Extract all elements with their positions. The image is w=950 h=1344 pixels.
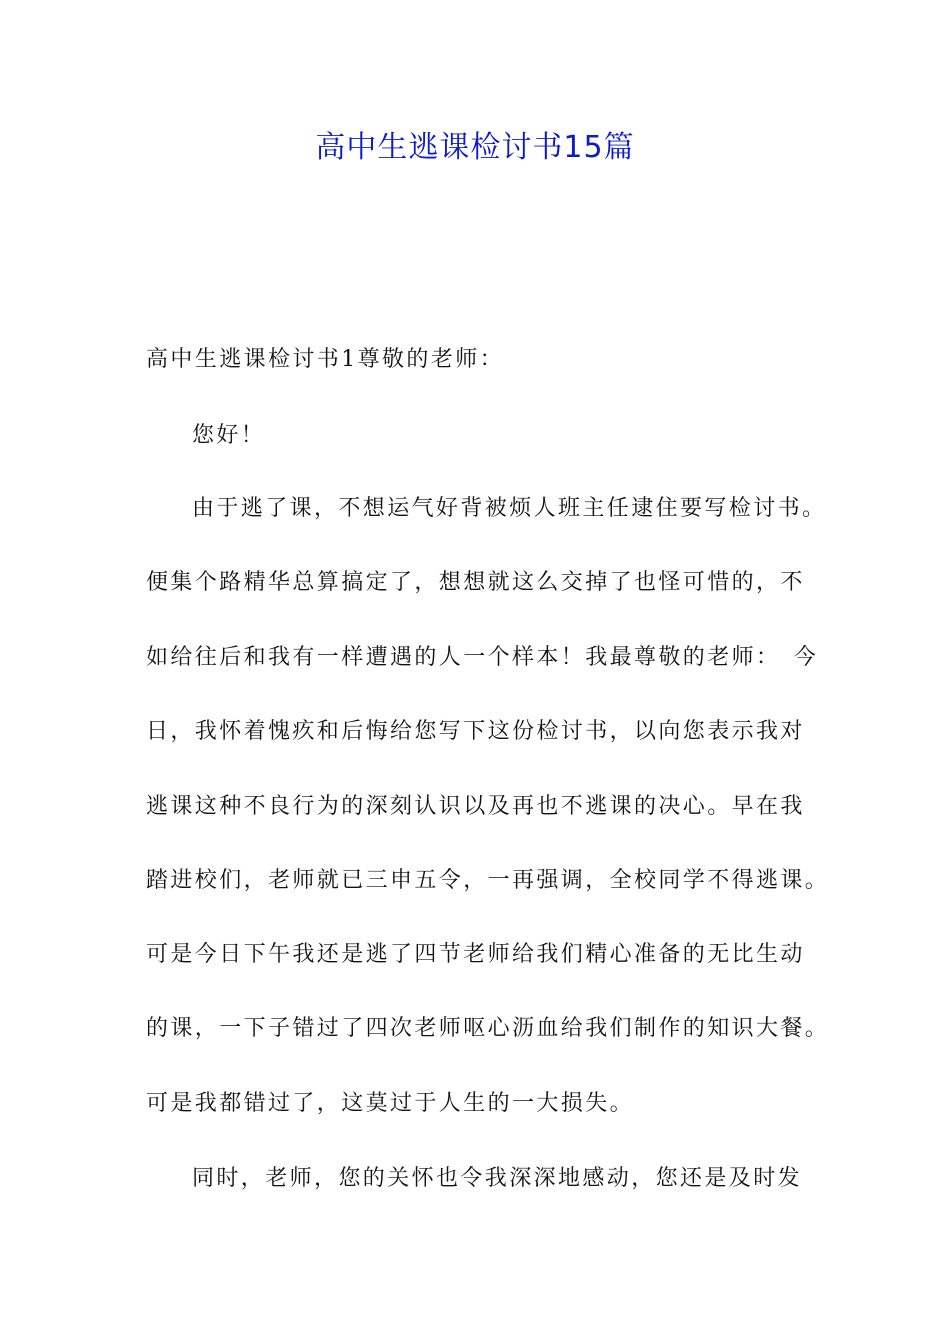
paragraph-line: 可是今日下午我还是逃了四节老师给我们精心准备的无比生动 xyxy=(146,942,805,967)
paragraph-line: 可是我都错过了，这莫过于人生的一大损失。 xyxy=(146,1091,635,1116)
paragraph-line: 踏进校们，老师就已三申五令，一再强调，全校同学不得逃课。 xyxy=(146,868,830,893)
paragraph-line: 日，我怀着愧疚和后悔给您写下这份检讨书，以向您表示我对 xyxy=(146,719,805,744)
paragraph-line: 便集个路精华总算搞定了，想想就这么交掉了也怪可惜的，不 xyxy=(146,570,805,595)
paragraph-line: 的课，一下子错过了四次老师呕心沥血给我们制作的知识大餐。 xyxy=(146,1016,830,1041)
paragraph-line: 如给往后和我有一样遭遇的人一个样本！我最尊敬的老师： 今 xyxy=(146,645,819,670)
document-title: 高中生逃课检讨书15篇 xyxy=(315,130,635,165)
paragraph-line: 由于逃了课，不想运气好背被烦人班主任逮住要写检讨书。 xyxy=(192,496,827,521)
paragraph-line: 逃课这种不良行为的深刻认识以及再也不逃课的决心。早在我 xyxy=(146,794,805,819)
paragraph-line: 同时，老师，您的关怀也令我深深地感动，您还是及时发 xyxy=(192,1166,803,1191)
paragraph-line: 高中生逃课检讨书1尊敬的老师： xyxy=(146,347,504,372)
paragraph-line: 您好！ xyxy=(192,423,266,448)
